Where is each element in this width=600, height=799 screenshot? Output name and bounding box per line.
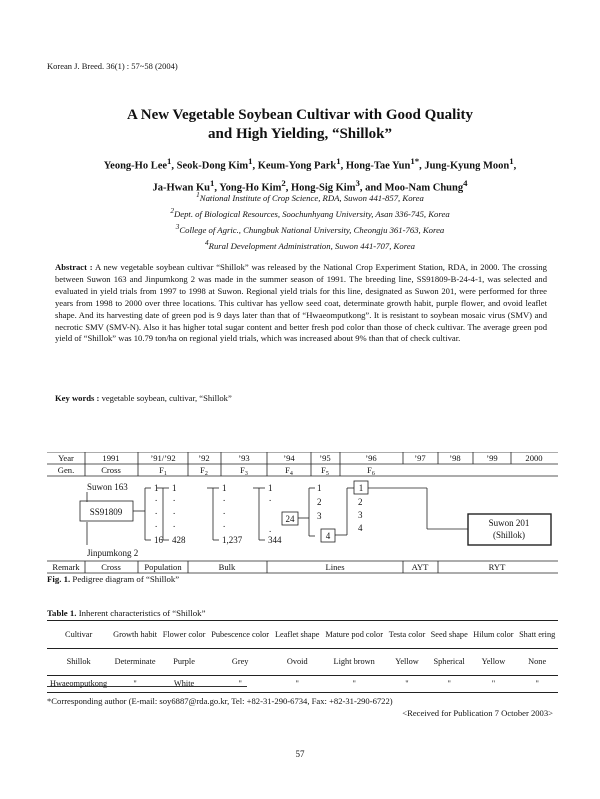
parent-jinpumkong2: Jinpumkong 2 [87, 548, 139, 558]
year-cell: ’96 [365, 453, 377, 463]
svg-text:.: . [155, 493, 158, 503]
year-cell: 2000 [525, 453, 543, 463]
svg-text:428: 428 [172, 535, 186, 545]
gen-cell: Cross [101, 465, 121, 475]
paper-title [0, 106, 600, 144]
remark-cell: AYT [411, 562, 429, 572]
remark-cell: RYT [488, 562, 506, 572]
svg-text:.: . [223, 506, 226, 516]
year-cell: ’98 [449, 453, 461, 463]
svg-text:.: . [155, 519, 158, 529]
author: Hong-Tae Yun [345, 160, 411, 172]
gen-cell: $F_4$ [285, 465, 293, 477]
gen-cell: $F_2$ [200, 465, 208, 477]
affiliation: $^3$College of Agric., Chungbuk National University, Cheongju 361-763, Korea [175, 222, 445, 235]
remark-cell: Cross [101, 562, 121, 572]
received-date: <Received for Publication 7 October 2003> [402, 708, 553, 718]
parent-suwon163: Suwon 163 [87, 482, 128, 492]
year-cell: ’95 [319, 453, 331, 463]
author: Moo-Nam Chung [384, 182, 464, 193]
svg-text:2: 2 [358, 497, 363, 507]
svg-text:1: 1 [268, 483, 273, 493]
author: Ja-Hwan Ku [152, 182, 210, 193]
table-caption: Table 1. Inherent characteristics of “Shillok” [47, 608, 206, 618]
author: Yeong-Ho Lee [103, 160, 168, 172]
authors-line-2: Ja-Hwan Ku$^1$, Yong-Ho Kim$^2$, Hong-Sig Kim$^3$, and Moo-Nam Chung$^4$ [152, 177, 468, 193]
title-line-2: and High Yielding, “Shillok” [208, 126, 392, 142]
year-cell: 1991 [102, 453, 120, 463]
year-cell: ’99 [486, 453, 498, 463]
svg-text:.: . [173, 493, 176, 503]
final-cultivar-line2: (Shillok) [492, 530, 526, 540]
svg-text:.: . [269, 524, 272, 534]
svg-text:16: 16 [154, 535, 163, 545]
abstract-label: Abstract : [55, 262, 93, 272]
svg-text:1: 1 [317, 483, 322, 493]
year-cell: ’94 [283, 453, 295, 463]
year-cell: ’91/’92 [150, 453, 176, 463]
keywords-text: vegetable soybean, cultivar, “Shillok” [101, 393, 232, 403]
gen-cell: $F_1$ [159, 465, 167, 477]
selected-4: 4 [325, 531, 331, 541]
year-cell: ’97 [414, 453, 426, 463]
keywords-label: Key words : [55, 393, 100, 403]
svg-text:.: . [223, 493, 226, 503]
authors-line-1: Yeong-Ho Lee$^1$, Seok-Dong Kim$^1$, Keum-Yong Park$^1$, Hong-Tae Yun$^{1*}$, Jung-Kyung Moon$^1$, [103, 156, 517, 172]
svg-text:.: . [223, 519, 226, 529]
svg-text:4: 4 [358, 523, 363, 533]
gen-label: Gen. [57, 465, 75, 475]
author: Yong-Ho Kim [219, 182, 282, 193]
abstract [55, 262, 547, 345]
affiliations [30, 189, 590, 253]
year-label: Year [58, 453, 74, 463]
remark-cell: Population [144, 562, 182, 572]
svg-text:1: 1 [154, 483, 159, 493]
gen-cell: $F_6$ [367, 465, 375, 477]
svg-text:344: 344 [268, 535, 282, 545]
svg-text:3: 3 [358, 510, 363, 520]
svg-text:.: . [173, 506, 176, 516]
svg-text:1: 1 [222, 483, 227, 493]
title-line-1: A New Vegetable Soybean Cultivar with Good Quality [126, 107, 473, 123]
corresponding-author: *Corresponding author (E-mail: soy6887@rda.go.kr, Tel: +82-31-290-6734, Fax: +82-31-290-6722) [47, 696, 393, 706]
affiliation: $^2$Dept. of Biological Resources, Soochunhyang University, Asan 336-745, Korea [170, 206, 450, 219]
year-cell: ’93 [238, 453, 250, 463]
svg-text:3: 3 [317, 511, 322, 521]
svg-text:.: . [173, 519, 176, 529]
affiliation: $^4$Rural Development Administration, Suwon 441-707, Korea [205, 238, 415, 251]
table-header-row: Cultivar Growth habit Flower color Pubescence color Leaflet shape Mature pod color Testa color Seed shape Hilum color Shatt ering [47, 621, 558, 649]
figure-caption: Fig. 1. Pedigree diagram of “Shillok” [47, 574, 180, 584]
final-cultivar-line1: Suwon 201 [488, 518, 530, 528]
author: Jung-Kyung Moon [424, 160, 510, 172]
svg-text:1: 1 [172, 483, 177, 493]
svg-text:2: 2 [317, 497, 322, 507]
remark-cell: Bulk [218, 562, 236, 572]
table-row: Shillok Determinate Purple Grey Ovoid Light brown Yellow Spherical Yellow None [47, 649, 558, 676]
footnote-divider [47, 686, 247, 687]
cross-code: SS91809 [89, 507, 123, 517]
abstract-text: A new vegetable soybean cultivar “Shillok” was released by the National Crop Experiment Station, RDA, in 2000. The crossing between Suwon 163 and Jinpumkong 2 was made in the summer season of 1991. The breeding line, SS91809-B-24-4-1, was selected and evaluated in yield trials from 1997 to 1998 at Suwon. Regional yield trials for this line, designated as Suwon 201, were performed for three years from 1998 to 2000 over three locations. This cultivar has yellow seed coat, determinate growth habit, purple flower, and ovoid leaflet shape. And its harvesting date of green pod is 9 days later than that of “Hwaeomputkong”. It is resistant to soybean mosaic virus (SMV) and necrotic SMV (SMV-N). Also it has higher total sugar content and better fresh pod color than those of check cultivar. The average green pod yield of “Shillok” was 10.79 ton/ha on regional yield trials, which was increased about 9% than that of check cultivar. [55, 262, 547, 344]
page-number: 57 [295, 749, 305, 759]
year-cell: ’92 [198, 453, 210, 463]
author: Seok-Dong Kim [176, 160, 249, 172]
svg-text:.: . [155, 506, 158, 516]
remark-cell: Lines [325, 562, 345, 572]
characteristics-table [47, 620, 558, 693]
pedigree-diagram [47, 452, 558, 574]
gen-cell: $F_3$ [240, 465, 248, 477]
author: Hong-Sig Kim [290, 182, 356, 193]
affiliation: $^1$National Institute of Crop Science, RDA, Suwon 441-857, Korea [196, 191, 424, 203]
svg-text:.: . [269, 493, 272, 503]
journal-citation: Korean J. Breed. 36(1) : 57~58 (2004) [47, 61, 178, 71]
gen-cell: $F_5$ [321, 465, 329, 477]
author: Keum-Yong Park [257, 160, 337, 172]
svg-text:1,237: 1,237 [222, 535, 243, 545]
keywords [55, 393, 232, 403]
selected-1: 1 [358, 483, 364, 493]
selected-24: 24 [285, 514, 295, 524]
table-row: Hwaeomputkong " White " " " " " " " [47, 676, 558, 693]
remark-label: Remark [52, 562, 80, 572]
